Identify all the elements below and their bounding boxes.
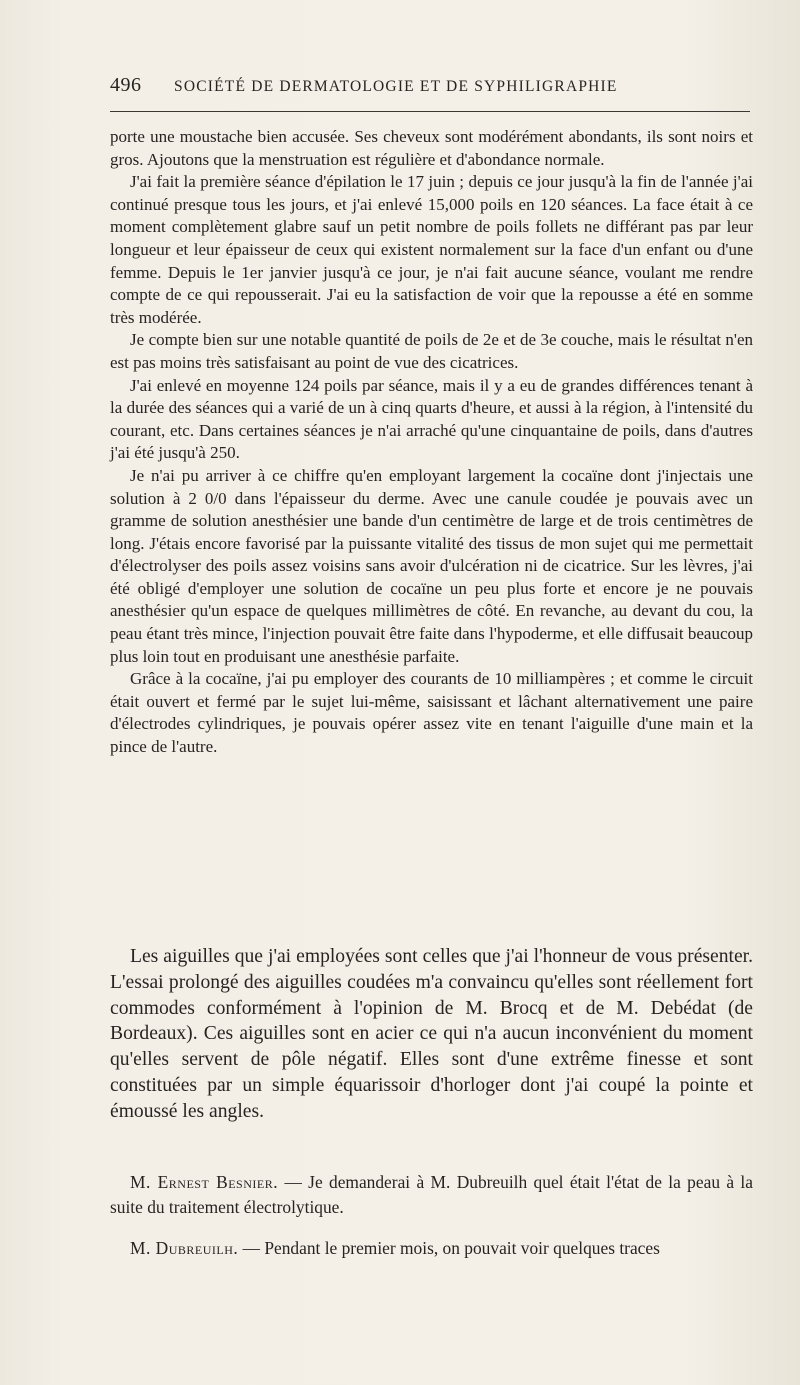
speaker-name: M. Ernest Besnier.	[130, 1172, 279, 1192]
discussion-entry-dubreuilh	[110, 1236, 753, 1261]
paragraph: J'ai fait la première séance d'épilation le 17 juin ; depuis ce jour jusqu'à la fin de l'année j'ai continué presque tous les jours, et j'ai enlevé 15,000 poils en 120 séances. La face était à ce moment complètement glabre sauf un petit nombre de poils follets ne différant pas par leur longueur et leur épaisseur de ceux qui existent normalement sur la face d'un enfant ou d'une femme. Depuis le 1er janvier jusqu'à ce jour, je n'ai fait aucune séance, voulant me rendre compte de ce qui repousserait. J'ai eu la satisfaction de voir que la repousse a été en somme très modérée.	[110, 172, 753, 327]
speaker-name: M. Dubreuilh.	[130, 1238, 239, 1258]
discussion-paragraph	[110, 1170, 753, 1220]
large-text-block	[110, 944, 753, 1125]
paragraph-large: Les aiguilles que j'ai employées sont celles que j'ai l'honneur de vous présenter. L'essai prolongé des aiguilles coudées m'a convaincu qu'elles sont réellement fort commodes conformément à l'opinion de M. Brocq et de M. Debédat (de Bordeaux). Ces aiguilles sont en acier ce qui n'a aucun inconvénient du moment qu'elles servent de pôle négatif. Elles sont d'une extrême finesse et sont constituées par un simple équarissoir d'horloger dont j'ai coupé la pointe et émoussé les angles.	[110, 946, 753, 1122]
paragraph: Grâce à la cocaïne, j'ai pu employer des courants de 10 milliampères ; et comme le circuit était ouvert et fermé par le sujet lui-même, saisissant et lâchant alternativement une paire d'électrodes cylindriques, je pouvais opérer assez vite en tenant l'aiguille d'une main et la pince de l'autre.	[110, 669, 753, 757]
header-rule	[110, 111, 750, 112]
running-head: SOCIÉTÉ DE DERMATOLOGIE ET DE SYPHILIGRAPHIE	[174, 78, 618, 95]
paragraph: J'ai enlevé en moyenne 124 poils par séance, mais il y a eu de grandes différences tenant à la durée des séances qui a varié de un à cinq quarts d'heure, et aussi à la région, à l'intensité du courant, etc. Dans certaines séances je n'ai arraché qu'une cinquantaine de poils, dans d'autres j'ai été jusqu'à 250.	[110, 375, 753, 463]
paragraph: Je compte bien sur une notable quantité de poils de 2e et de 3e couche, mais le résultat n'en est pas moins très satisfaisant au point de vue des cicatrices.	[110, 330, 753, 372]
paragraph: Je n'ai pu arriver à ce chiffre qu'en employant largement la cocaïne dont j'injectais une solution à 2 0/0 dans l'épaisseur du derme. Avec une canule coudée je pouvais avec un gramme de solution anesthésier une bande d'un centimètre de large et de trois centimètres de long. J'étais encore favorisé par la puissante vitalité des tissus de mon sujet qui me permettait d'électrolyser des poils assez voisins sans avoir d'ulcération ni de cicatrice. Sur les lèvres, j'ai été obligé d'employer une solution de cocaïne un peu plus forte et encore je ne pouvais anesthésier qu'un espace de quelques millimètres de côté. En revanche, au devant du cou, la peau étant très mince, l'injection pouvait être faite dans l'hypoderme, et elle diffusait beaucoup plus loin tout en produisant une anesthésie parfaite.	[110, 465, 753, 666]
paragraph: porte une moustache bien accusée. Ses cheveux sont modérément abondants, ils sont noirs et gros. Ajoutons que la menstruation est régulière et d'abondance normale.	[110, 127, 753, 169]
speaker-text: — Pendant le premier mois, on pouvait voir quelques traces	[242, 1238, 660, 1258]
page-number: 496	[110, 74, 142, 96]
page-header	[110, 72, 750, 102]
speaker-text: — Je demanderai à M. Dubreuilh quel était l'état de la peau à la suite du traitement électrolytique.	[110, 1172, 753, 1217]
body-text	[110, 126, 753, 759]
discussion-entry-besnier	[110, 1170, 753, 1220]
discussion-paragraph	[110, 1236, 753, 1261]
